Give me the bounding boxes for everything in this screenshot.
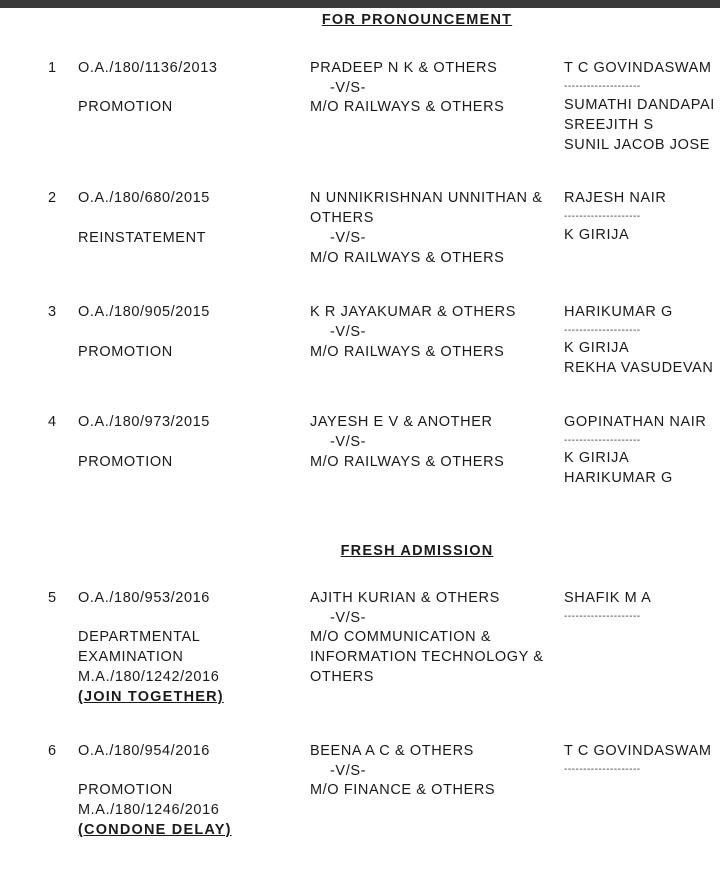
section-heading-pronouncement: FOR PRONOUNCEMENT	[321, 12, 513, 28]
respondent: INFORMATION TECHNOLOGY &	[310, 649, 544, 665]
case-subject: EXAMINATION	[78, 649, 184, 665]
applicant-advocate: SHAFIK M A	[564, 590, 652, 606]
versus-label: -V/S-	[330, 80, 367, 96]
applicant-advocate: T C GOVINDASWAM	[564, 60, 712, 76]
case-subject: PROMOTION	[78, 782, 173, 798]
respondent: M/O RAILWAYS & OTHERS	[310, 454, 505, 470]
misc-application-note: (CONDONE DELAY)	[78, 822, 232, 838]
separator-dashes: --------------------	[564, 211, 641, 222]
top-border	[0, 0, 720, 8]
respondent-advocate: SREEJITH S	[564, 117, 654, 133]
separator-dashes: --------------------	[564, 325, 641, 336]
respondent: M/O FINANCE & OTHERS	[310, 782, 496, 798]
case-number: O.A./180/1136/2013	[78, 60, 218, 76]
applicant-advocate: HARIKUMAR G	[564, 304, 673, 320]
applicant: K R JAYAKUMAR & OTHERS	[310, 304, 517, 320]
case-serial: 1	[48, 60, 57, 76]
case-subject: PROMOTION	[78, 344, 173, 360]
applicant: BEENA A C & OTHERS	[310, 743, 474, 759]
versus-label: -V/S-	[330, 324, 367, 340]
applicant-advocate: RAJESH NAIR	[564, 190, 667, 206]
case-number: O.A./180/954/2016	[78, 743, 210, 759]
separator-dashes: --------------------	[564, 81, 641, 92]
case-number: O.A./180/905/2015	[78, 304, 210, 320]
case-serial: 2	[48, 190, 57, 206]
versus-label: -V/S-	[330, 230, 367, 246]
misc-application-note: (JOIN TOGETHER)	[78, 689, 224, 705]
applicant: OTHERS	[310, 210, 375, 226]
applicant: JAYESH E V & ANOTHER	[310, 414, 493, 430]
respondent-advocate: SUMATHI DANDAPAI	[564, 97, 715, 113]
case-subject: REINSTATEMENT	[78, 230, 207, 246]
separator-dashes: --------------------	[564, 764, 641, 775]
case-number: O.A./180/953/2016	[78, 590, 210, 606]
case-subject: PROMOTION	[78, 99, 173, 115]
applicant: PRADEEP N K & OTHERS	[310, 60, 498, 76]
case-subject: PROMOTION	[78, 454, 173, 470]
respondent-advocate: HARIKUMAR G	[564, 470, 673, 486]
case-subject: DEPARTMENTAL	[78, 629, 201, 645]
applicant: AJITH KURIAN & OTHERS	[310, 590, 500, 606]
respondent: M/O RAILWAYS & OTHERS	[310, 250, 505, 266]
case-serial: 5	[48, 590, 57, 606]
respondent-advocate: K GIRIJA	[564, 450, 630, 466]
applicant: N UNNIKRISHNAN UNNITHAN &	[310, 190, 543, 206]
versus-label: -V/S-	[330, 434, 367, 450]
versus-label: -V/S-	[330, 610, 367, 626]
case-number: O.A./180/973/2015	[78, 414, 210, 430]
respondent: OTHERS	[310, 669, 375, 685]
separator-dashes: --------------------	[564, 435, 641, 446]
separator-dashes: --------------------	[564, 611, 641, 622]
respondent-advocate: K GIRIJA	[564, 340, 630, 356]
case-number: O.A./180/680/2015	[78, 190, 210, 206]
case-serial: 3	[48, 304, 57, 320]
case-serial: 6	[48, 743, 57, 759]
applicant-advocate: GOPINATHAN NAIR	[564, 414, 707, 430]
misc-application-number: M.A./180/1242/2016	[78, 669, 220, 685]
case-serial: 4	[48, 414, 57, 430]
section-heading-fresh-admission: FRESH ADMISSION	[340, 543, 494, 559]
respondent: M/O RAILWAYS & OTHERS	[310, 99, 505, 115]
respondent-advocate: SUNIL JACOB JOSE	[564, 137, 711, 153]
respondent-advocate: K GIRIJA	[564, 227, 630, 243]
respondent-advocate: REKHA VASUDEVAN	[564, 360, 714, 376]
applicant-advocate: T C GOVINDASWAM	[564, 743, 712, 759]
respondent: M/O RAILWAYS & OTHERS	[310, 344, 505, 360]
respondent: M/O COMMUNICATION &	[310, 629, 492, 645]
misc-application-number: M.A./180/1246/2016	[78, 802, 220, 818]
versus-label: -V/S-	[330, 763, 367, 779]
